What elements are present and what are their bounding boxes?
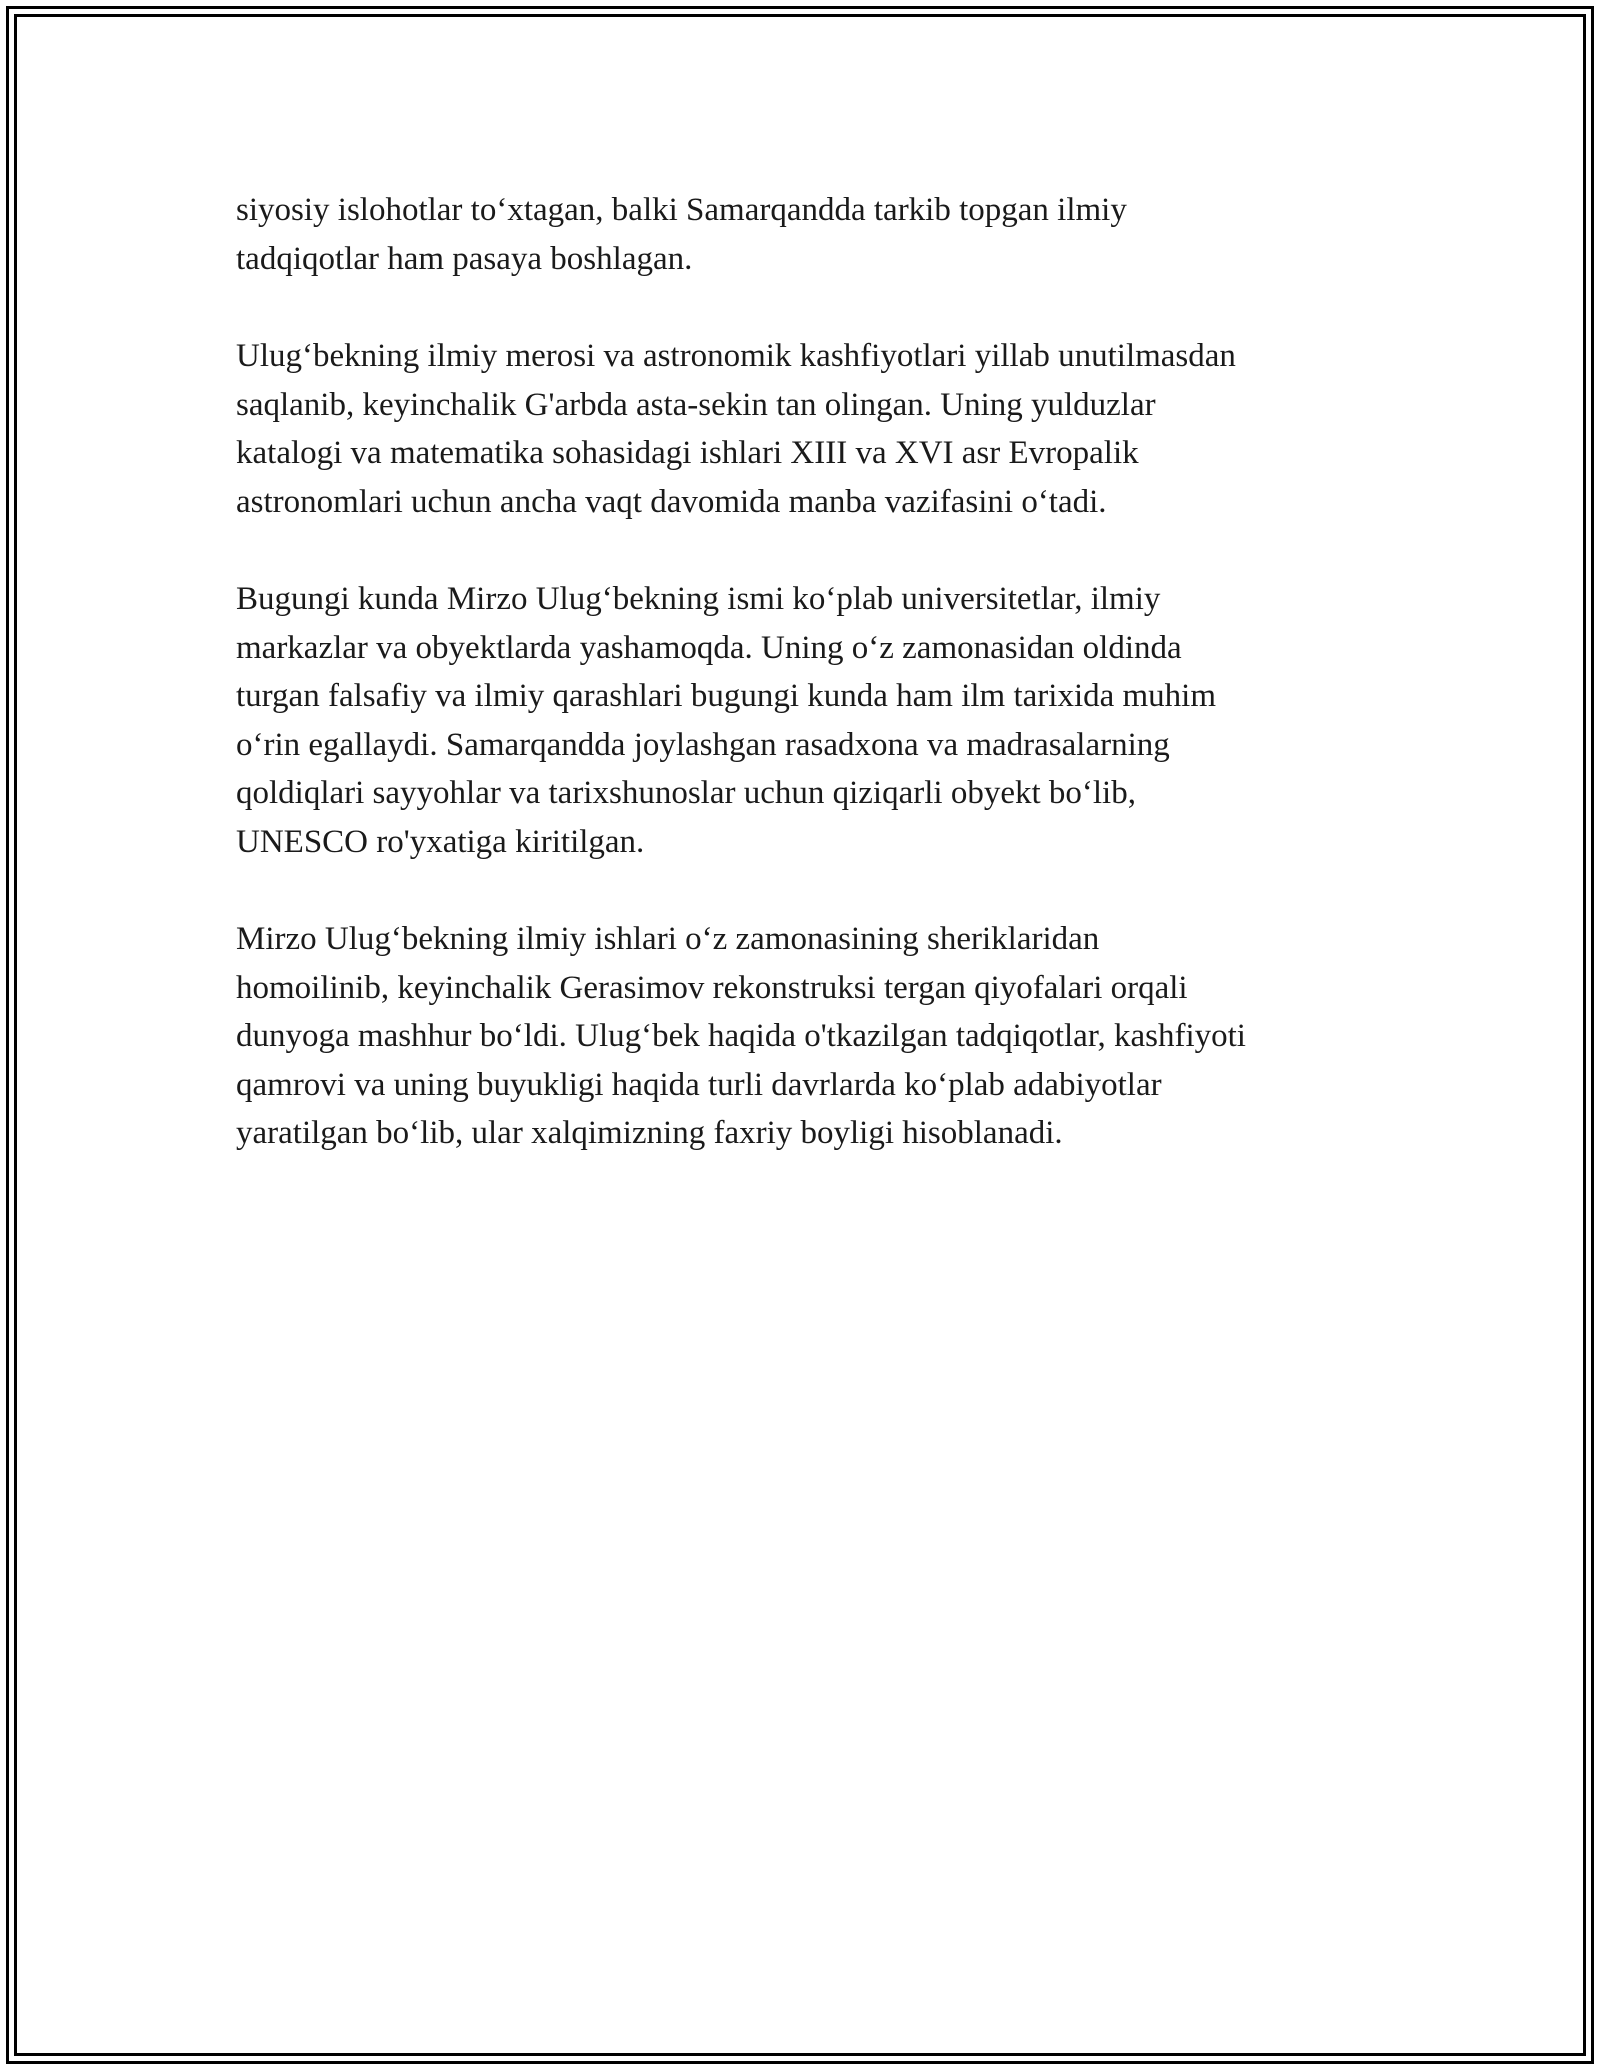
- text-line: UNESCO ro'yxatiga kiritilgan.: [236, 823, 645, 860]
- text-line: markazlar va obyektlarda yashamoqda. Uning o‘z zamonasidan oldinda: [236, 629, 1182, 666]
- text-line: homoilinib, keyinchalik Gerasimov rekonstruksi tergan qiyofalari orqali: [236, 969, 1188, 1006]
- paragraph-3: [236, 575, 1376, 866]
- text-line: dunyoga mashhur bo‘ldi. Ulug‘bek haqida o'tkazilgan tadqiqotlar, kashfiyoti: [236, 1018, 1246, 1054]
- text-line: Mirzo Ulug‘bekning ilmiy ishlari o‘z zamonasining sheriklaridan: [236, 921, 1100, 957]
- text-line: yaratilgan bo‘lib, ular xalqimizning faxriy boyligi hisoblanadi.: [236, 1115, 1063, 1151]
- paragraph-2: [236, 332, 1376, 526]
- text-line: Ulug‘bekning ilmiy merosi va astronomik kashfiyotlari yillab unutilmasdan: [236, 338, 1236, 374]
- paragraph-1: [236, 186, 1376, 283]
- text-line: o‘rin egallaydi. Samarqandda joylashgan rasadxona va madrasalarning: [236, 726, 1170, 763]
- text-line: siyosiy islohotlar to‘xtagan, balki Samarqandda tarkib topgan ilmiy: [236, 192, 1127, 228]
- text-line: turgan falsafiy va ilmiy qarashlari bugungi kunda ham ilm tarixida muhim: [236, 678, 1217, 714]
- text-line: tadqiqotlar ham pasaya boshlagan.: [236, 240, 693, 277]
- text-line: qamrovi va uning buyukligi haqida turli davrlarda ko‘plab adabiyotlar: [236, 1066, 1162, 1103]
- text-line: Bugungi kunda Mirzo Ulug‘bekning ismi ko‘plab universitetlar, ilmiy: [236, 581, 1161, 617]
- document-body: [236, 186, 1376, 1207]
- text-line: astronomlari uchun ancha vaqt davomida manba vazifasini o‘tadi.: [236, 483, 1107, 520]
- text-line: saqlanib, keyinchalik G'arbda asta-sekin tan olingan. Uning yulduzlar: [236, 386, 1156, 423]
- text-line: katalogi va matematika sohasidagi ishlari XIII va XVI asr Evropalik: [236, 435, 1139, 471]
- text-line: qoldiqlari sayyohlar va tarixshunoslar uchun qiziqarli obyekt bo‘lib,: [236, 775, 1136, 811]
- paragraph-4: [236, 915, 1376, 1158]
